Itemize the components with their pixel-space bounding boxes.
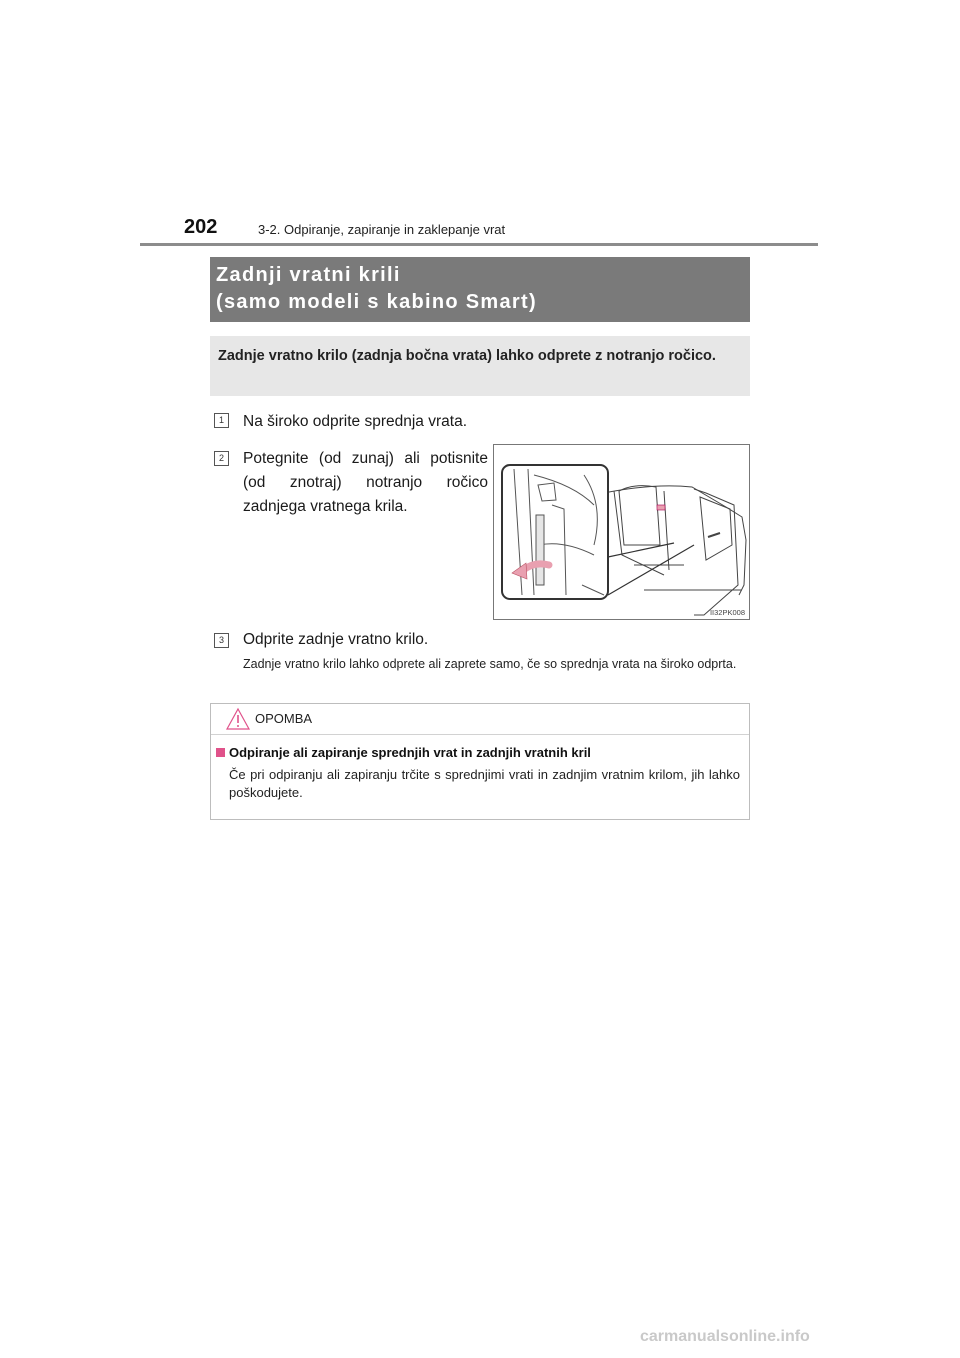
page-title [210, 257, 750, 322]
caution-header [211, 704, 749, 735]
header-rule [140, 243, 818, 246]
step-1-text: Na široko odprite sprednja vrata. [243, 413, 468, 430]
pink-square-bullet-icon [216, 748, 225, 757]
step-3-note: Zadnje vratno krilo lahko odprete ali zaprete samo, če so sprednja vrata na široko odprta. [243, 657, 737, 671]
page-title-line1: Zadnji vratni krili [216, 264, 401, 286]
page-title-line2: (samo modeli s kabino Smart) [216, 291, 537, 313]
caution-item-title [216, 745, 591, 760]
warning-icon [225, 707, 251, 731]
step-2-badge: 2 [214, 451, 229, 466]
page-number: 202 [184, 216, 218, 238]
step-2-text: Potegnite (od zunaj) ali potisnite (od znotraj) notranjo ročico zadnjega vratnega krila. [243, 450, 488, 515]
section-title: 3-2. Odpiranje, zapiranje in zaklepanje vrat [258, 222, 506, 237]
caution-box [210, 703, 750, 820]
caution-label: OPOMBA [255, 711, 313, 726]
caution-item-title-text: Odpiranje ali zapiranje sprednjih vrat in zadnjih vratnih kril [229, 745, 591, 760]
step-3-badge: 3 [214, 633, 229, 648]
intro-box: Zadnje vratno krilo (zadnja bočna vrata) lahko odprete z notranjo ročico. [210, 336, 750, 396]
caution-item-text: Če pri odpiranju ali zapiranju trčite s sprednjimi vrati in zadnjim vratnim krilom, jih lahko poškodujete. [229, 767, 740, 800]
door-handle-illustration [493, 444, 750, 620]
illustration-code: II32PK008 [709, 608, 745, 617]
footer-watermark[interactable]: carmanualsonline.info [640, 1328, 810, 1345]
step-3-text: Odprite zadnje vratno krilo. [243, 631, 429, 648]
step-1-badge: 1 [214, 413, 229, 428]
car-door-drawing [494, 445, 750, 620]
